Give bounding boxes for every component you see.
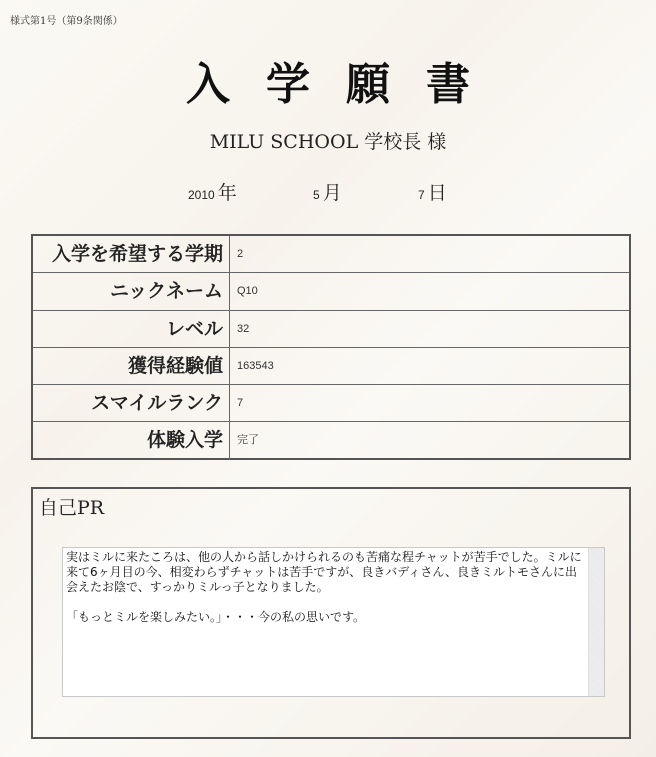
table-row	[33, 273, 629, 310]
addressee: MILU SCHOOL 学校長 様	[209, 131, 447, 153]
table-row	[33, 385, 629, 422]
row-label: スマイルランク	[33, 385, 230, 421]
row-label: 獲得経験値	[33, 348, 230, 384]
self-pr-paragraph: 「もっとミルを楽しみたい。」・・・今の私の思いです。	[66, 610, 366, 624]
row-label: 体験入学	[33, 422, 230, 459]
application-info-table	[31, 234, 631, 460]
date-day-value: 7	[418, 188, 425, 202]
row-label: レベル	[33, 311, 230, 347]
date-year-value: 2010	[188, 188, 215, 202]
date-month-unit: 月	[322, 182, 342, 204]
textarea-scrollbar[interactable]	[588, 548, 604, 696]
row-label: ニックネーム	[33, 273, 230, 309]
self-pr-title: 自己PR	[39, 497, 105, 519]
table-row	[33, 311, 629, 348]
row-value: 完了	[237, 434, 259, 447]
self-pr-section	[31, 487, 631, 739]
row-label: 入学を希望する学期	[33, 236, 230, 272]
date-year-unit: 年	[217, 182, 237, 204]
row-value: 7	[237, 397, 244, 410]
date-month-value: 5	[313, 188, 320, 202]
row-value: Q10	[237, 285, 258, 298]
date-year	[188, 178, 237, 205]
row-value: 32	[237, 322, 250, 335]
date-day	[418, 178, 447, 205]
table-row	[33, 422, 629, 459]
table-row	[33, 236, 629, 273]
self-pr-textarea[interactable]	[62, 547, 605, 697]
date-day-unit: 日	[427, 182, 447, 204]
form-number: 様式第1号（第9条関係）	[10, 16, 123, 27]
date-month	[313, 178, 342, 205]
self-pr-paragraph: 実はミルに来たころは、他の人から話しかけられるのも苦痛な程チャットが苦手でした。ミルに来て6ヶ月目の今、相変わらずチャットは苦手ですが、良きバディさん、良きミルトモさんに出会えたお陰で、すっかりミルっ子となりました。	[66, 550, 582, 594]
row-value: 163543	[237, 359, 274, 372]
row-value: 2	[237, 248, 244, 260]
table-row	[33, 348, 629, 385]
document-title: 入学願書	[186, 59, 506, 110]
